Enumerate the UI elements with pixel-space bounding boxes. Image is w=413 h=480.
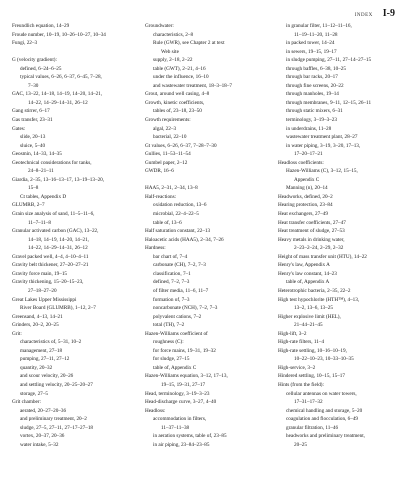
index-entry: granular filtration, 11–46 xyxy=(286,424,339,431)
index-entry: Haloacetic acids (HAA5), 2–34, 7–26 xyxy=(145,236,224,243)
index-entry: High test hypochlorite (HTH™), 4–13, xyxy=(278,296,360,303)
index-entry: Hazen-Williams (C), 3–12, 15–15, xyxy=(286,168,358,175)
index-entry: defined, 6–24–6–25 xyxy=(20,65,62,72)
index-entry: Gang stirrer, 6–17 xyxy=(12,108,50,115)
index-entry: 17–31–17–32 xyxy=(294,399,323,406)
index-entry: oxidation reduction, 13–6 xyxy=(153,202,207,209)
index-entry: Gt values, 6–26, 6–37, 7–28–7–30 xyxy=(145,142,217,149)
index-entry: Appendix C xyxy=(294,176,320,183)
index-entry: Grain size analysis of sand, 11–5–11–6, xyxy=(12,211,95,218)
index-entry: in sludge pumping, 27–11, 27–14–27–15 xyxy=(286,57,372,64)
index-entry: HAA5, 2–31, 2–34, 13–8 xyxy=(145,185,198,192)
index-entry: microbial, 22–4–22–5 xyxy=(153,211,199,218)
index-entry: aerated, 20–27–20–36 xyxy=(20,407,67,414)
index-entry: in air piping, 23–84–23–85 xyxy=(153,441,210,448)
index-entry: 11–37–11–38 xyxy=(161,424,190,431)
index-entry: Ct tables, Appendix D xyxy=(20,193,67,200)
index-entry: Henry's law constant, 14–23 xyxy=(278,270,337,277)
index-entry: Growth requirements: xyxy=(145,117,191,124)
index-entry: Freundlich equation, 14–29 xyxy=(12,23,70,29)
index-entry: Gas transfer, 23–31 xyxy=(12,117,53,124)
index-entry: Gravity belt thickener, 27–20–27–21 xyxy=(12,262,89,269)
index-entry: Headworks, defined, 20–2 xyxy=(278,193,333,200)
index-entry: total (TH), 7–2 xyxy=(153,322,185,329)
index-entry: Groundwater: xyxy=(145,23,174,29)
index-entry: Growth, kinetic coefficients, xyxy=(145,99,205,106)
index-entry: Hardness: xyxy=(145,245,166,252)
index-entry: for force mains, 19–31, 19–32 xyxy=(153,347,216,354)
index-entry: pumping, 27–11, 27–12 xyxy=(20,356,70,363)
index-entry: quantity, 20–32 xyxy=(20,364,53,371)
index-entry: and preliminary treatment, 20–2 xyxy=(20,416,87,423)
index-entry: 17–20–17–21 xyxy=(294,151,323,158)
index-entry: GAC, 13–22, 14–18, 14–19, 14–20, 14–21, xyxy=(12,91,103,98)
index-entry: Hints (from the field): xyxy=(278,381,324,388)
index-entry: Hearing protection, 23–84 xyxy=(278,202,333,209)
index-entry: wastewater treatment plant, 28–27 xyxy=(286,134,358,141)
index-entry: sludge, 27–5, 27–11, 27–17–27–18 xyxy=(20,424,94,431)
index-entry: tables of, 23–18, 23–50 xyxy=(153,108,202,115)
index-entry: Fungi, 22–3 xyxy=(12,40,38,47)
index-entry: algal, 22–3 xyxy=(153,125,177,132)
index-entry: River Board (GLUMRB), 1–12, 2–7 xyxy=(20,305,96,312)
index-entry: Grinders, 20–2, 20–25 xyxy=(12,322,59,329)
index-entry: through baffles, 6–38, 10–25 xyxy=(286,65,346,72)
index-entry: G (velocity gradient): xyxy=(12,57,57,64)
index-entry: Higher explosive limit (HEL), xyxy=(278,313,341,320)
index-entry: Head, terminology, 3–19–3–23 xyxy=(145,390,210,397)
index-entry xyxy=(12,48,137,57)
index-entry: noncarbonate (NCH), 7–2, 7–3 xyxy=(153,305,218,312)
index-entry: classification, 7–1 xyxy=(153,270,191,277)
index-entry: bacterial, 22–10 xyxy=(153,134,187,141)
index-entry: in granular filter, 11–12–11–16, xyxy=(286,23,352,29)
index-entry: Head-discharge curve, 3–27, 4–40 xyxy=(145,399,217,406)
index-entry: 14–22, 14–29–14–31, 26–12 xyxy=(28,99,88,106)
index-entry: and wastewater treatment, 18–3–18–7 xyxy=(153,82,232,89)
index-entry: Gravity thickening, 15–20–15–23, xyxy=(12,279,84,286)
index-entry: through static mixers, 6–31 xyxy=(286,108,343,115)
index-entry: table (GWT), 2–21, 4–16 xyxy=(153,65,206,72)
index-entry: slide, 20–13 xyxy=(20,134,46,141)
index-entry: High-rate settling, 10–16–10–19, xyxy=(278,347,347,354)
index-entry: in aeration systems, table of, 23–85 xyxy=(153,433,227,440)
index-entry: terminology, 3–19–3–23 xyxy=(286,117,337,124)
page-number: I-9 xyxy=(382,8,395,19)
index-column-2 xyxy=(145,22,270,472)
index-entry: Geotechnical considerations for tanks, xyxy=(12,159,92,166)
index-entry: Web site xyxy=(161,48,179,55)
index-entry: under the influence, 16–10 xyxy=(153,74,209,81)
index-entry xyxy=(145,176,270,185)
index-entry: through manholes, 19–14 xyxy=(286,91,339,98)
index-entry: GWDR, 16–6 xyxy=(145,168,174,175)
index-columns xyxy=(12,22,405,472)
index-entry: characteristics of, 5–31, 10–2 xyxy=(20,339,82,346)
index-entry: Gumbel paper, 2–12 xyxy=(145,159,188,166)
index-entry: and scour velocity, 20–26 xyxy=(20,373,74,380)
index-entry: Height of mass transfer unit (HTU), 14–22 xyxy=(278,253,367,260)
index-entry: through fine screens, 20–22 xyxy=(286,82,344,89)
index-entry: Hazen-Williams equation, 3–12, 17–13, xyxy=(145,373,228,380)
index-entry: Gravel packed well, 4–4, 4–10–4–11 xyxy=(12,253,89,260)
index-entry: Great Lakes Upper Mississippi xyxy=(12,296,77,303)
index-entry: table of, 13–6 xyxy=(153,219,182,226)
index-entry: Giardia, 2–35, 13–16–13–17, 13–19–13–20, xyxy=(12,176,105,183)
index-entry: Gates: xyxy=(12,125,26,132)
index-entry: 2–23–2–24, 2–29, 2–32 xyxy=(294,245,344,252)
index-entry: bar chart of, 7–4 xyxy=(153,253,188,260)
index-entry: Heat transfer coefficients, 27–47 xyxy=(278,219,346,226)
index-entry: 14–22, 14–29–14–31, 26–12 xyxy=(28,245,88,252)
page-header xyxy=(355,8,395,22)
index-entry: 15–8 xyxy=(28,185,39,192)
index-entry: supply, 2–18, 2–22 xyxy=(153,57,193,64)
index-column-3 xyxy=(278,22,403,472)
index-entry: GLUMRB, 2–7 xyxy=(12,202,45,209)
index-entry: roughness (C): xyxy=(153,339,184,346)
index-entry: Heat exchangers, 27–49 xyxy=(278,211,328,218)
index-entry: in water piping, 3–19, 3–20, 17–13, xyxy=(286,142,361,149)
index-entry: Henry's law, Appendix A xyxy=(278,262,330,269)
index-entry: polyvalent cations, 7–2 xyxy=(153,313,202,320)
index-entry: management, 27–18 xyxy=(20,347,63,354)
index-entry: typical values, 6–26, 6–37, 6–45, 7–28, xyxy=(20,74,102,81)
index-entry: Gullies, 11–53–11–54 xyxy=(145,151,191,158)
index-entry: Half-reactions: xyxy=(145,193,177,200)
index-entry: vortex, 20–37, 20–36 xyxy=(20,433,65,440)
index-entry: chemical handling and storage, 5–20 xyxy=(286,407,363,414)
index-entry: High-rate filters, 11–4 xyxy=(278,339,325,346)
index-entry: accommodation in filters, xyxy=(153,416,207,423)
index-entry: Heat treatment of sludge, 27–53 xyxy=(278,228,345,235)
index-entry: Greensand, 4–13, 14–21 xyxy=(12,313,63,320)
index-entry: 14–18, 14–19, 14–20, 14–21, xyxy=(28,236,89,243)
running-header-label: INDEX xyxy=(354,13,373,18)
index-entry: storage, 27–5 xyxy=(20,390,48,397)
index-entry: table of, Appendix A xyxy=(286,279,330,286)
index-entry: Granular activated carbon (GAC), 13–22, xyxy=(12,228,99,235)
index-entry: Gravity force main, 19–15 xyxy=(12,270,68,277)
index-entry: Rule (GWR), see Chapter 2 at text xyxy=(153,40,225,47)
index-entry: Grout, around well casing, 4–8 xyxy=(145,91,210,98)
index-entry: carbonate (CH), 7–2, 7–3 xyxy=(153,262,206,269)
index-entry: in packed tower, 14–24 xyxy=(286,40,335,47)
index-entry: Headloss: xyxy=(145,407,166,414)
index-entry: Headloss coefficients: xyxy=(278,159,324,166)
index-entry: 20–25 xyxy=(294,441,307,448)
index-entry: headworks and preliminary treatment, xyxy=(286,433,365,440)
index-entry: of filter media, 11–6, 11–7 xyxy=(153,287,209,294)
index-entry: 10–22–10–23, 10–33–10–35 xyxy=(294,356,354,363)
index-entry: 7–30 xyxy=(28,82,39,89)
index-entry: 11–7–11–8 xyxy=(28,219,51,226)
index-entry: High-service, 3–2 xyxy=(278,364,316,371)
index-entry: defined, 7–2, 7–3 xyxy=(153,279,190,286)
index-entry: characteristics, 2–8 xyxy=(153,31,194,38)
index-entry: Geosmin, 14–33, 14–35 xyxy=(12,151,62,158)
index-entry: and settling velocity, 20–25–20–27 xyxy=(20,381,93,388)
index-entry: coagulation and flocculation, 6–49 xyxy=(286,416,359,423)
index-entry: Heavy metals in drinking water, xyxy=(278,236,345,243)
index-entry: 11–19–11–20, 11–28 xyxy=(294,31,338,38)
index-entry: sluice, 5–40 xyxy=(20,142,46,149)
index-entry: Hazen-Williams coefficient of xyxy=(145,330,208,337)
index-entry: Hindered settling, 10–15, 15–17 xyxy=(278,373,345,380)
index-entry: 13–2, 13–6, 13–25 xyxy=(294,305,333,312)
index-entry: Heterotrophic bacteria, 2–35, 22–2 xyxy=(278,287,351,294)
index-entry: water intake, 5–32 xyxy=(20,441,59,448)
index-entry: in underdrains, 11–28 xyxy=(286,125,332,132)
index-entry: Manning (n), 20–14 xyxy=(286,185,328,192)
index-entry: in sewers, 19–15, 19–17 xyxy=(286,48,337,55)
index-entry: 21–44–21–45 xyxy=(294,322,323,329)
index-entry: formation of, 7–3 xyxy=(153,296,190,303)
index-entry: 24–8–21–11 xyxy=(28,168,54,175)
index-entry: 27–18–27–20 xyxy=(28,287,57,294)
index-entry: Grit: xyxy=(12,330,22,337)
index-entry: through membranes, 9–11, 12–15, 26–11 xyxy=(286,99,372,106)
index-entry: through bar racks, 20–17 xyxy=(286,74,338,81)
index-entry: High-lift, 3–2 xyxy=(278,330,307,337)
index-entry: Grit chamber: xyxy=(12,399,41,406)
index-entry: cellular antennas on water towers, xyxy=(286,390,357,397)
index-entry: 19–15, 19–31, 27–17 xyxy=(161,381,206,388)
index-entry: table of, Appendix C xyxy=(153,364,197,371)
index-entry: Half saturation constant, 22–13 xyxy=(145,228,211,235)
index-column-1 xyxy=(12,22,137,472)
index-entry: for sludge, 27–15 xyxy=(153,356,190,363)
index-entry: Froude number, 10–19, 10–26–10–27, 10–34 xyxy=(12,31,106,38)
